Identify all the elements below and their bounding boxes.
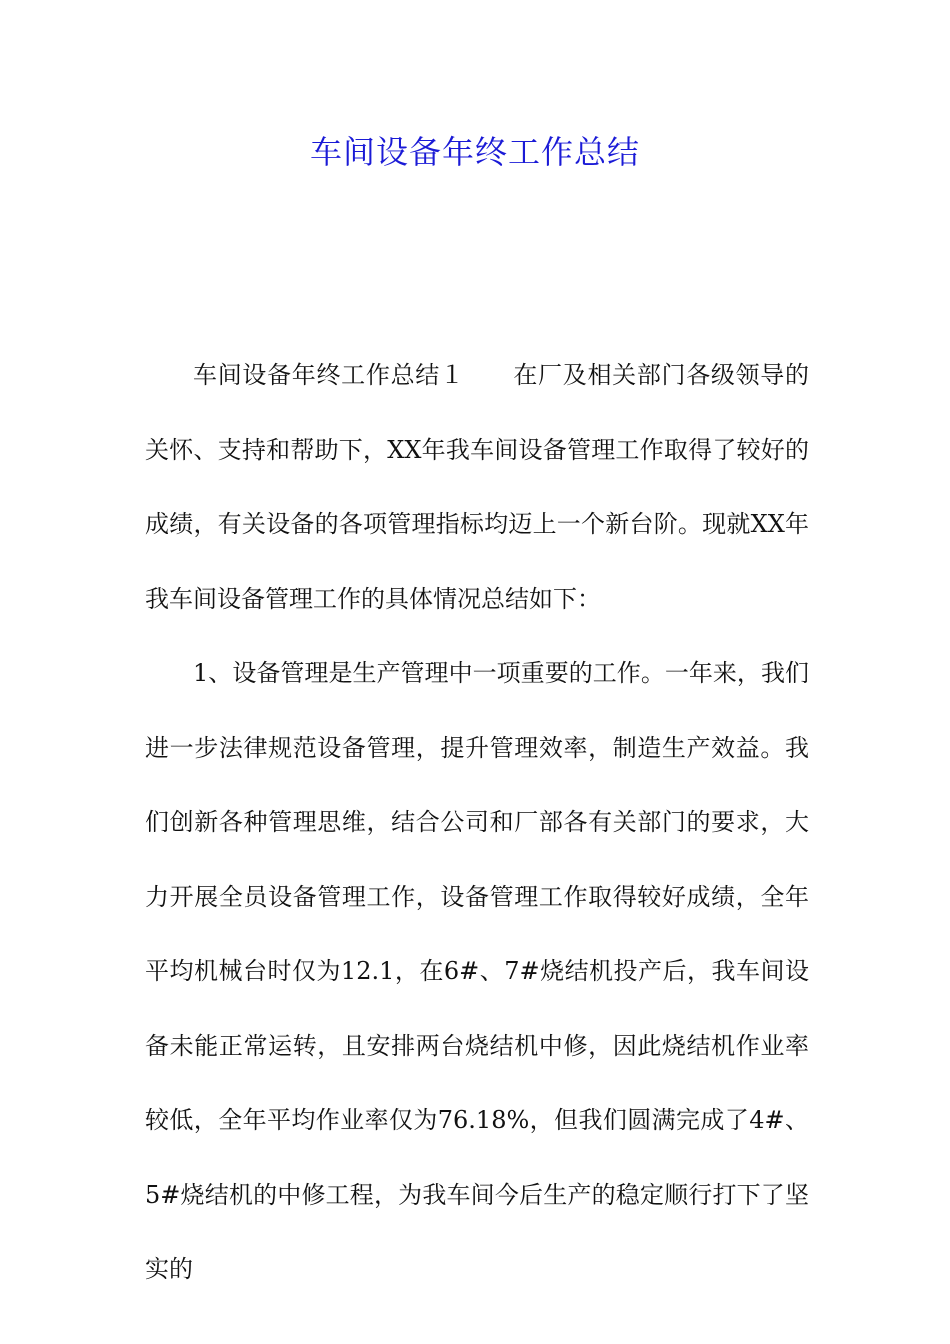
paragraph-2: 1、设备管理是生产管理中一项重要的工作。一年来，我们进一步法律规范设备管理，提升管理效率，制造生产效益。我们创新各种管理思维，结合公司和厂部各有关部门的要求，大力开展全员设备管理工作，设备管理工作取得较好成绩，全年平均机械台时仅为12.1，在6#、7#烧结机投产后，我车间设备未能正常运转，且安排两台烧结机中修，因此烧结机作业率较低，全年平均作业率仅为76.18%，但我们圆满完成了4#、5#烧结机的中修工程，为我车间今后生产的稳定顺行打下了坚实的 [145, 659, 809, 1283]
document-body [145, 338, 809, 1307]
paragraph-1-text: 在厂及相关部门各级领导的关怀、支持和帮助下，XX年我车间设备管理工作取得了较好的成绩，有关设备的各项管理指标均迈上一个新台阶。现就XX年我车间设备管理工作的具体情况总结如下： [145, 361, 810, 613]
document-title: 车间设备年终工作总结 [309, 133, 640, 171]
paragraph-1-lead: 车间设备年终工作总结１ [193, 361, 465, 389]
paragraph-1 [145, 338, 809, 636]
